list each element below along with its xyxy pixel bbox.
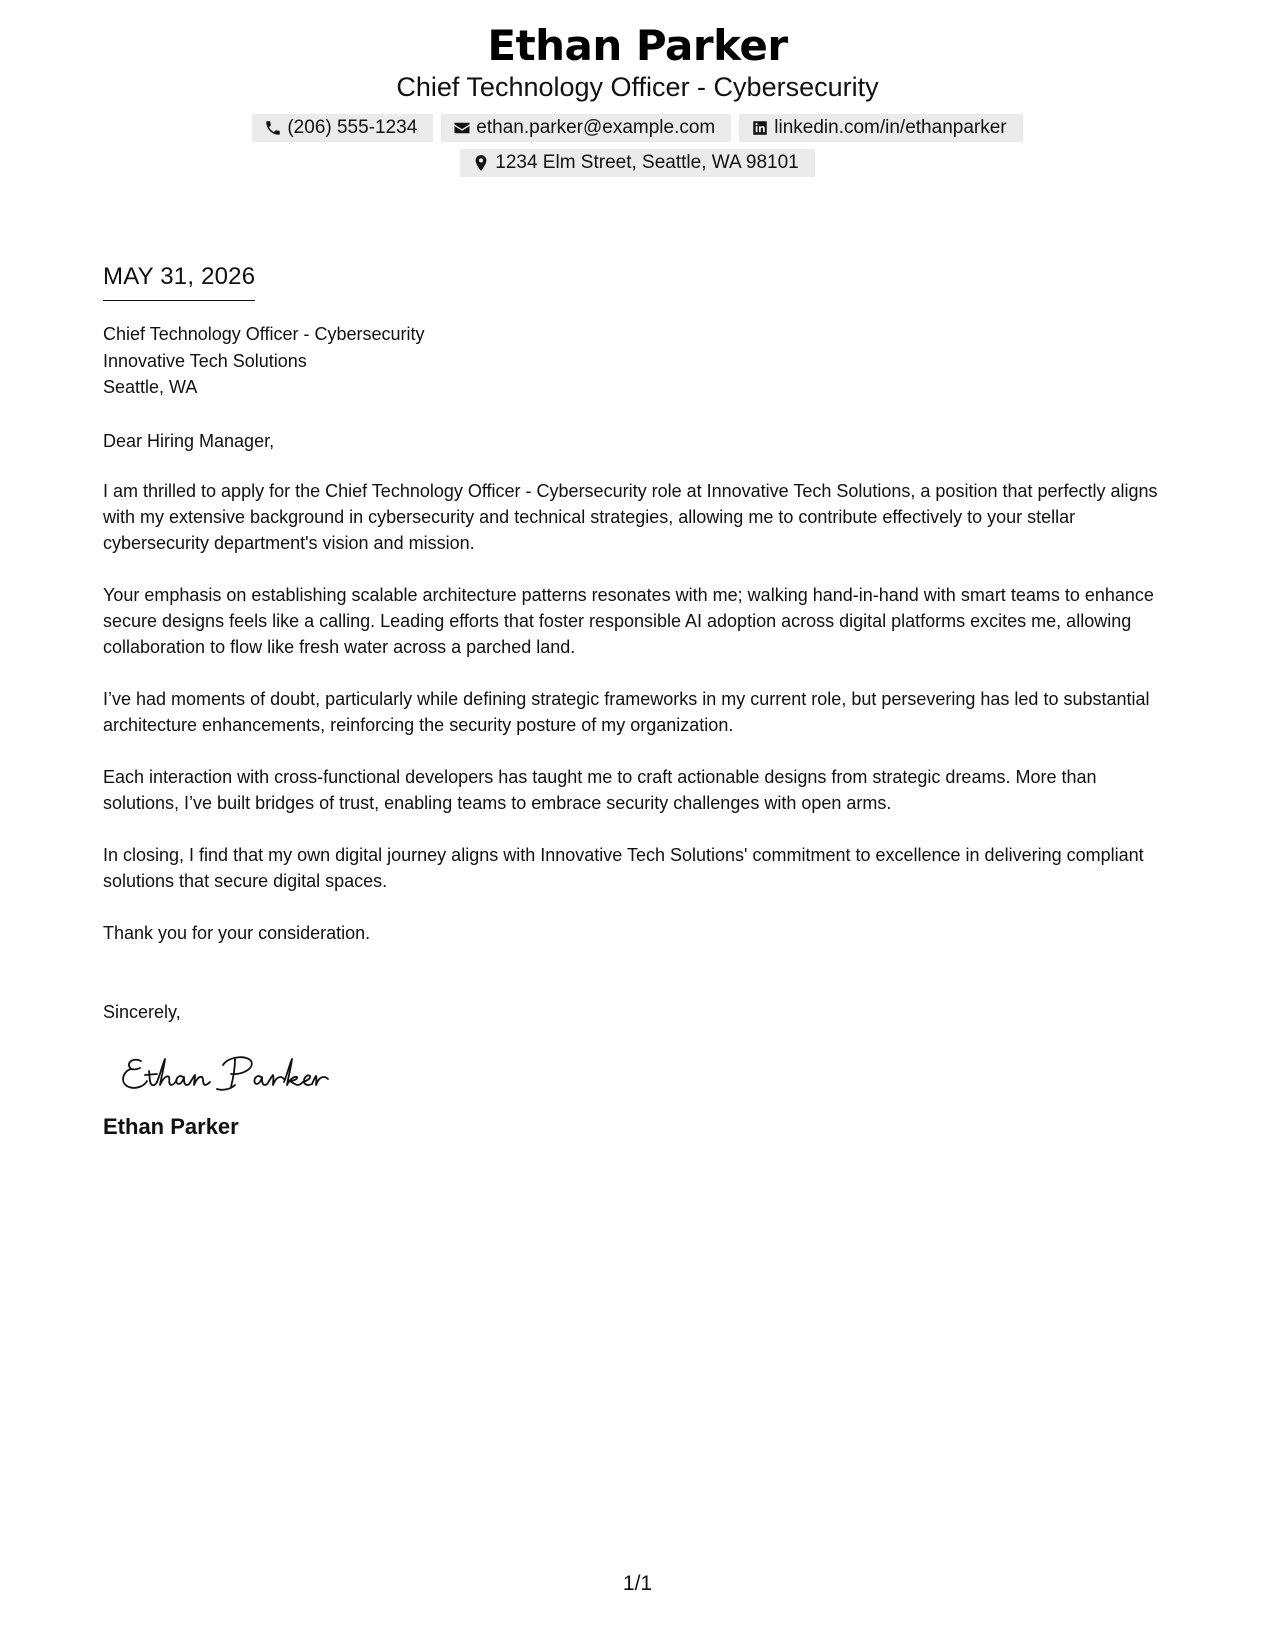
page-number: 1/1 [622,1572,653,1595]
recipient-block [103,321,1173,401]
address-text: 1234 Elm Street, Seattle, WA 98101 [495,152,799,173]
paragraph: I’ve had moments of doubt, particularly while defining strategic frameworks in my current role, but persevering has led to substantial architecture enhancements, reinforcing the security posture of my organization. [103,688,1150,735]
sender-name: Ethan Parker [487,21,788,70]
signature-image [119,1047,349,1099]
letter-date: MAY 31, 2026 [103,262,255,301]
phone-text: (206) 555-1234 [287,117,418,138]
phone-chip [252,114,433,142]
paragraph: Your emphasis on establishing scalable architecture patterns resonates with me; walking hand-in-hand with smart teams to enhance secure designs feels like a calling. Leading efforts that foster responsible AI adoption across digital platforms excites me, allowing collaboration to flow like fresh water across a parched land. [103,584,1154,657]
linkedin-chip[interactable] [739,114,1022,142]
contact-row [0,114,1275,142]
handwritten-signature [119,1047,349,1099]
paragraph: In closing, I find that my own digital journey aligns with Innovative Tech Solutions' commitment to excellence in delivering compliant solutions that secure digital spaces. [103,844,1144,891]
paragraph: Each interaction with cross-functional developers has taught me to craft actionable designs from strategic dreams. More than solutions, I’ve built bridges of trust, enabling teams to embrace security challenges with open arms. [103,766,1097,813]
paragraph: I am thrilled to apply for the Chief Technology Officer - Cybersecurity role at Innovative Tech Solutions, a position that perfectly aligns with my extensive background in cybersecurity and technical strategies, allowing me to contribute effectively to your stellar cybersecurity department's vision and mission. [103,480,1158,553]
map-pin-icon [472,154,490,172]
email-chip[interactable] [441,114,731,142]
letter-header [0,18,1275,177]
recipient-location: Seattle, WA [103,377,198,397]
salutation: Dear Hiring Manager, [103,430,275,451]
letter-body [103,262,1173,1141]
email-text: ethan.parker@example.com [476,117,716,138]
recipient-title: Chief Technology Officer - Cybersecurity [103,324,425,344]
signed-name: Ethan Parker [103,1113,239,1139]
closing: Sincerely, [103,1001,181,1022]
phone-icon [264,119,282,137]
recipient-company: Innovative Tech Solutions [103,350,307,371]
address-chip [460,149,814,177]
contact-row-address [0,149,1275,177]
paragraph: Thank you for your consideration. [103,922,371,943]
envelope-icon [453,119,471,137]
sender-role: Chief Technology Officer - Cybersecurity [396,72,879,102]
linkedin-icon [751,119,769,137]
linkedin-text: linkedin.com/in/ethanparker [774,117,1007,138]
